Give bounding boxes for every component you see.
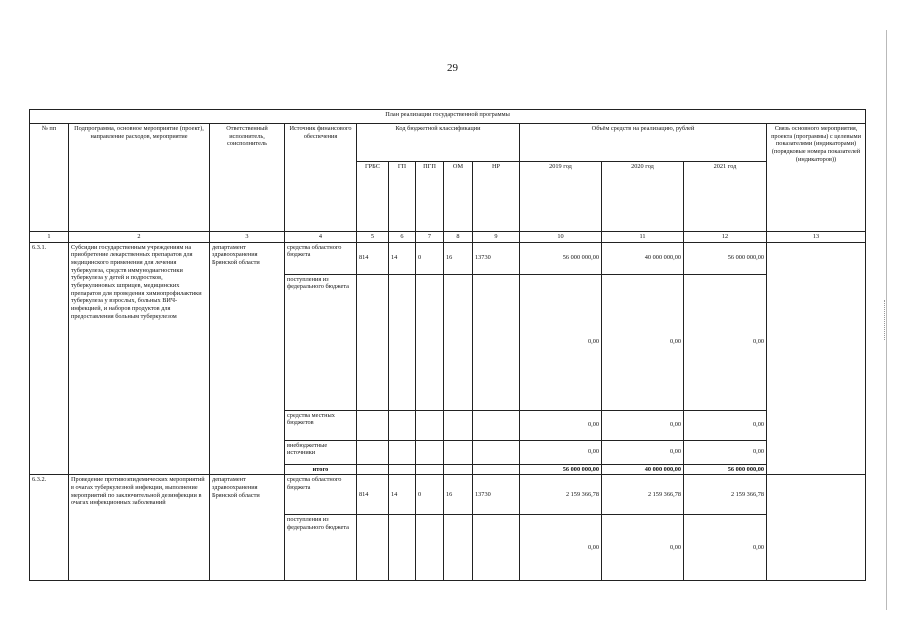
- header-grbs: ГРБС: [357, 162, 389, 232]
- cell-2020: 0,00: [602, 440, 684, 464]
- header-pgp: ПГП: [416, 162, 444, 232]
- header-row-1: [30, 124, 866, 162]
- row-name: Проведение противоэпидемических мероприятий в очагах туберкулезной инфекции, выполнение мероприятий по заключительной дезинфекции в очагах инфекционных заболеваний: [69, 475, 210, 581]
- cell-grbs: 814: [357, 475, 389, 515]
- column-number: 3: [210, 232, 285, 243]
- row-source: средства областного бюджета: [285, 475, 357, 515]
- header-source: Источник финансового обеспечения: [285, 124, 357, 232]
- header-link: Связь основного мероприятия, проекта (программы) с целевыми показателями (индикаторами) (порядковые номера показателей (индикаторов)): [767, 124, 866, 232]
- header-funds: Объём средств на реализацию, рублей: [520, 124, 767, 162]
- cell-total-2021: 56 000 000,00: [684, 464, 767, 475]
- column-number: 7: [416, 232, 444, 243]
- row-number: 6.3.2.: [30, 475, 69, 581]
- row-executor: департамент здравоохранения Брянской области: [210, 242, 285, 475]
- cell-grbs: 814: [357, 242, 389, 274]
- cell-2020: 0,00: [602, 274, 684, 410]
- cell-om: 16: [444, 475, 473, 515]
- cell-pgp: [416, 440, 444, 464]
- header-nr: НР: [473, 162, 520, 232]
- column-number: 9: [473, 232, 520, 243]
- cell-total-2020: 40 000 000,00: [602, 464, 684, 475]
- cell-grbs: [357, 464, 389, 475]
- cell-pgp: [416, 464, 444, 475]
- column-number: 1: [30, 232, 69, 243]
- header-2020: 2020 год: [602, 162, 684, 232]
- column-number: 8: [444, 232, 473, 243]
- column-number: 13: [767, 232, 866, 243]
- cell-om: [444, 274, 473, 410]
- cell-gp: [389, 515, 416, 581]
- cell-nr: [473, 515, 520, 581]
- cell-2021: 0,00: [684, 410, 767, 440]
- cell-pgp: 0: [416, 242, 444, 274]
- row-source: средства местных бюджетов: [285, 410, 357, 440]
- row-source: внебюджетные источники: [285, 440, 357, 464]
- cell-pgp: [416, 410, 444, 440]
- cell-gp: [389, 464, 416, 475]
- page-number: 29: [447, 62, 458, 74]
- cell-2019: 2 159 366,78: [520, 475, 602, 515]
- cell-nr: [473, 274, 520, 410]
- column-number: 11: [602, 232, 684, 243]
- header-budget-code: Код бюджетной классификации: [357, 124, 520, 162]
- row-name: Субсидии государственным учреждениям на приобретение лекарственных препаратов для медицинского применения для лечения туберкулеза, средств иммунодиагностики туберкулеза у детей и подростков, туберкулиновых шприцев, медицинских препаратов для проведения химиопрофилактики туберкулеза у взрослых, больных ВИЧ-инфекцией, и наборов продуктов для предоставления больным туберкулезом: [69, 242, 210, 475]
- column-number: 2: [69, 232, 210, 243]
- cell-total-2019: 56 000 000,00: [520, 464, 602, 475]
- column-number: 6: [389, 232, 416, 243]
- table-row: [30, 242, 866, 274]
- row-source: средства областного бюджета: [285, 242, 357, 274]
- cell-2021: 0,00: [684, 274, 767, 410]
- program-plan-table: [29, 109, 866, 581]
- cell-link: [767, 475, 866, 581]
- cell-2019: 0,00: [520, 440, 602, 464]
- row-total-label: итого: [285, 464, 357, 475]
- cell-nr: [473, 410, 520, 440]
- cell-om: 16: [444, 242, 473, 274]
- cell-2019: 0,00: [520, 410, 602, 440]
- column-number: 12: [684, 232, 767, 243]
- cell-2020: 40 000 000,00: [602, 242, 684, 274]
- column-number: 4: [285, 232, 357, 243]
- cell-gp: [389, 410, 416, 440]
- cell-grbs: [357, 515, 389, 581]
- header-executor: Ответственный исполнитель, соисполнитель: [210, 124, 285, 232]
- header-name: Подпрограмма, основное мероприятие (проект), направление расходов, мероприятие: [69, 124, 210, 232]
- column-number: 10: [520, 232, 602, 243]
- cell-om: [444, 515, 473, 581]
- column-number: 5: [357, 232, 389, 243]
- cell-2020: 2 159 366,78: [602, 475, 684, 515]
- header-om: ОМ: [444, 162, 473, 232]
- cell-2019: 56 000 000,00: [520, 242, 602, 274]
- cell-pgp: 0: [416, 475, 444, 515]
- cell-om: [444, 410, 473, 440]
- row-source: поступления из федерального бюджета: [285, 274, 357, 410]
- header-gp: ГП: [389, 162, 416, 232]
- cell-gp: 14: [389, 475, 416, 515]
- table-title-row: [30, 110, 866, 124]
- cell-link: [767, 242, 866, 475]
- cell-2021: 0,00: [684, 515, 767, 581]
- cell-2021: 56 000 000,00: [684, 242, 767, 274]
- cell-grbs: [357, 440, 389, 464]
- column-number-row: [30, 232, 866, 243]
- header-num: № пп: [30, 124, 69, 232]
- cell-nr: 13730: [473, 475, 520, 515]
- cell-grbs: [357, 274, 389, 410]
- header-2019: 2019 год: [520, 162, 602, 232]
- cell-nr: [473, 464, 520, 475]
- cell-pgp: [416, 515, 444, 581]
- cell-2019: 0,00: [520, 515, 602, 581]
- scan-edge-mark: [884, 300, 889, 340]
- cell-gp: [389, 274, 416, 410]
- header-2021: 2021 год: [684, 162, 767, 232]
- cell-pgp: [416, 274, 444, 410]
- row-executor: департамент здравоохранения Брянской области: [210, 475, 285, 581]
- row-source: поступления из федерального бюджета: [285, 515, 357, 581]
- cell-nr: 13730: [473, 242, 520, 274]
- table-row: [30, 475, 866, 515]
- cell-2019: 0,00: [520, 274, 602, 410]
- row-number: 6.3.1.: [30, 242, 69, 475]
- cell-gp: 14: [389, 242, 416, 274]
- cell-gp: [389, 440, 416, 464]
- cell-2021: 2 159 366,78: [684, 475, 767, 515]
- table-title: План реализации государственной программы: [30, 110, 866, 124]
- cell-om: [444, 440, 473, 464]
- cell-nr: [473, 440, 520, 464]
- cell-grbs: [357, 410, 389, 440]
- cell-om: [444, 464, 473, 475]
- cell-2020: 0,00: [602, 410, 684, 440]
- cell-2020: 0,00: [602, 515, 684, 581]
- cell-2021: 0,00: [684, 440, 767, 464]
